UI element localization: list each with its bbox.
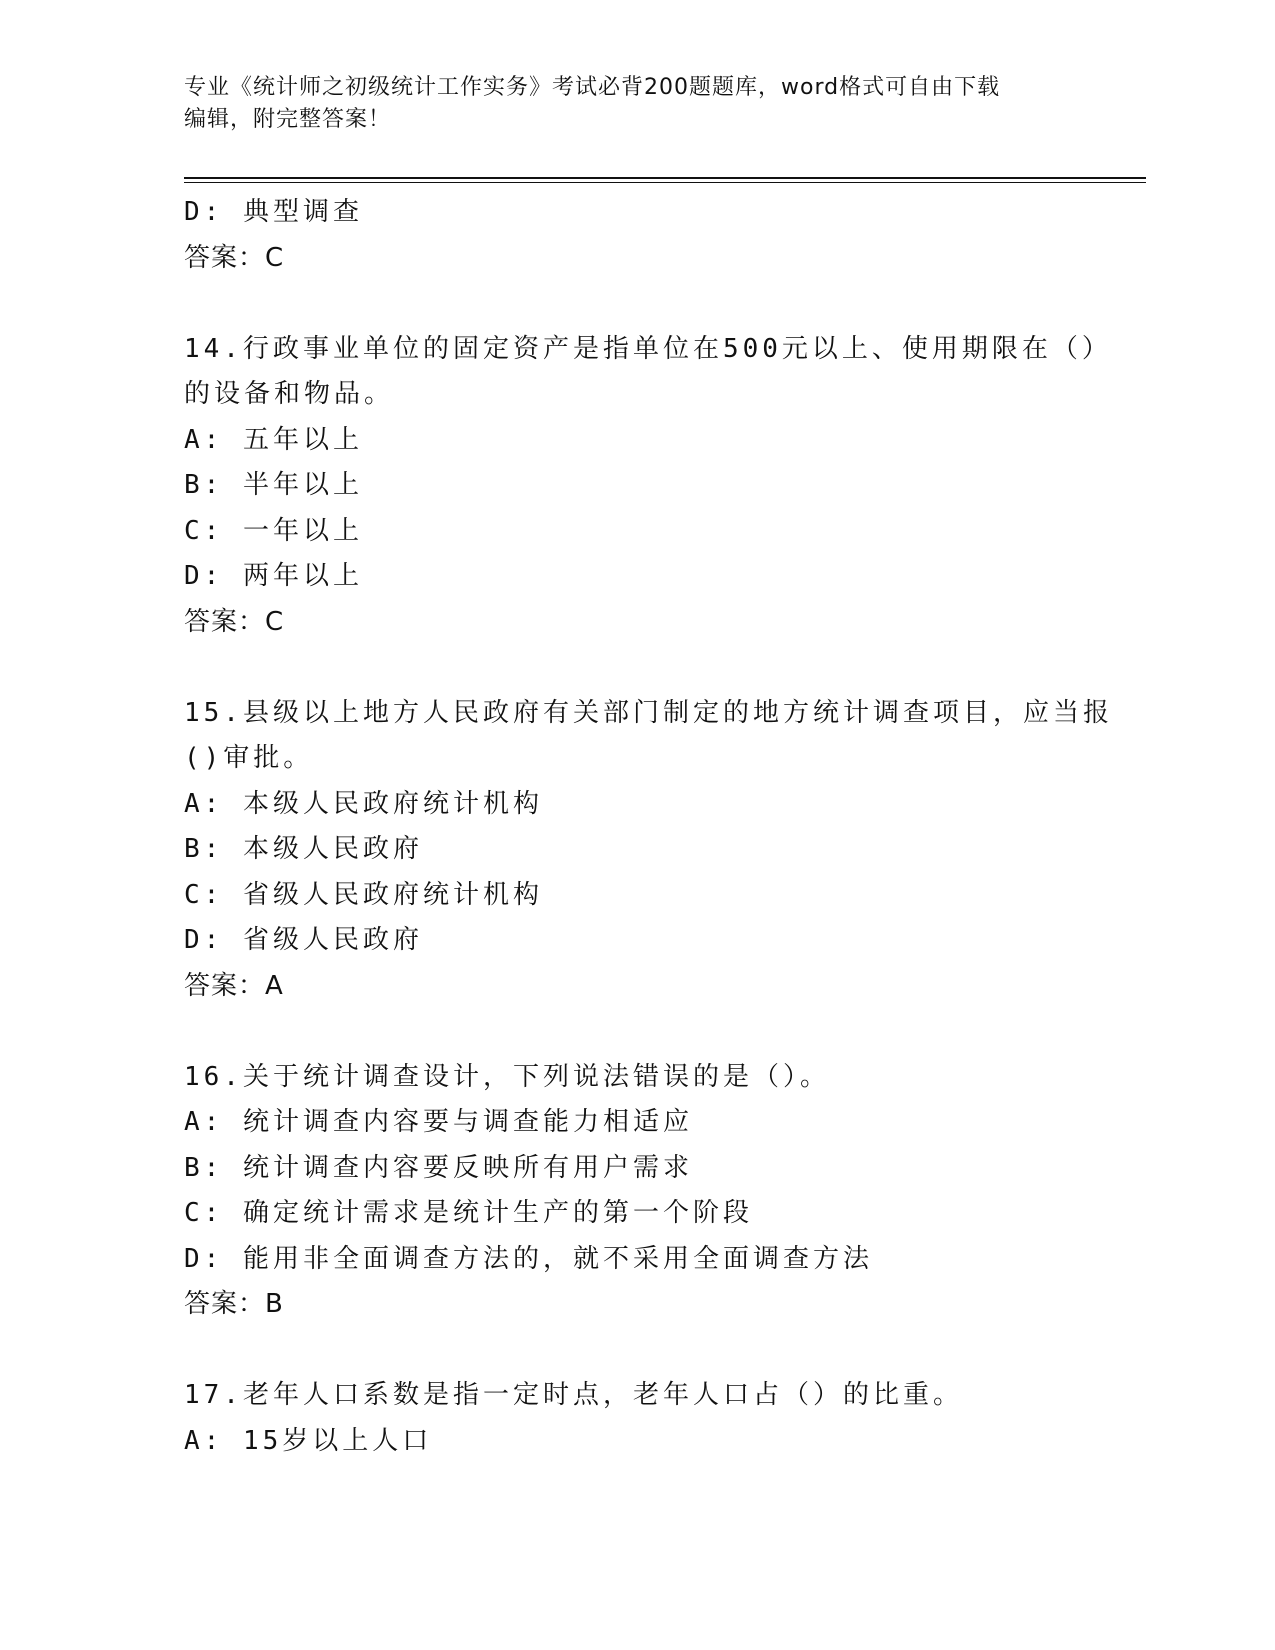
question-stem: 15.县级以上地方人民政府有关部门制定的地方统计调查项目，应当报	[184, 697, 1113, 728]
question-stem: 的设备和物品。	[184, 379, 395, 409]
question-stem: 14.行政事业单位的固定资产是指单位在500元以上、使用期限在（）	[184, 333, 1112, 364]
document-header	[184, 72, 1084, 136]
question-stem: ()审批。	[184, 743, 314, 773]
question-17	[184, 1373, 1084, 1464]
prev-answer: 答案：C	[184, 242, 285, 273]
answer: 答案：C	[184, 606, 285, 637]
header-divider-thick	[184, 177, 1146, 179]
question-list	[184, 190, 1113, 1464]
option-b: B: 统计调查内容要反映所有用户需求	[184, 1152, 693, 1183]
answer: 答案：B	[184, 1289, 284, 1319]
question-stem: 16.关于统计调查设计，下列说法错误的是（）。	[184, 1061, 830, 1092]
option-a: A: 15岁以上人口	[184, 1425, 433, 1456]
option-c: C: 确定统计需求是统计生产的第一个阶段	[184, 1198, 753, 1228]
prev-option-d: D: 典型调查	[184, 197, 363, 227]
answer: 答案：A	[184, 970, 284, 1001]
option-d: D: 能用非全面调查方法的，就不采用全面调查方法	[184, 1243, 873, 1274]
option-a: A: 本级人民政府统计机构	[184, 788, 543, 819]
option-c: C: 一年以上	[184, 515, 363, 546]
question-stem: 17.老年人口系数是指一定时点，老年人口占（）的比重。	[184, 1380, 963, 1410]
header-divider-thin	[184, 182, 1146, 183]
question-15	[184, 691, 1113, 1010]
header-line-1: 专业《统计师之初级统计工作实务》考试必背200题题库，word格式可自由下载	[184, 75, 1001, 100]
question-16	[184, 1055, 1084, 1328]
option-a: A: 五年以上	[184, 424, 363, 455]
question-14	[184, 327, 1112, 646]
option-d: D: 两年以上	[184, 561, 363, 591]
option-c: C: 省级人民政府统计机构	[184, 879, 543, 910]
option-d: D: 省级人民政府	[184, 925, 423, 955]
header-line-2: 编辑，附完整答案！	[184, 107, 392, 132]
option-b: B: 半年以上	[184, 470, 363, 500]
option-a: A: 统计调查内容要与调查能力相适应	[184, 1107, 693, 1137]
option-b: B: 本级人民政府	[184, 834, 423, 864]
